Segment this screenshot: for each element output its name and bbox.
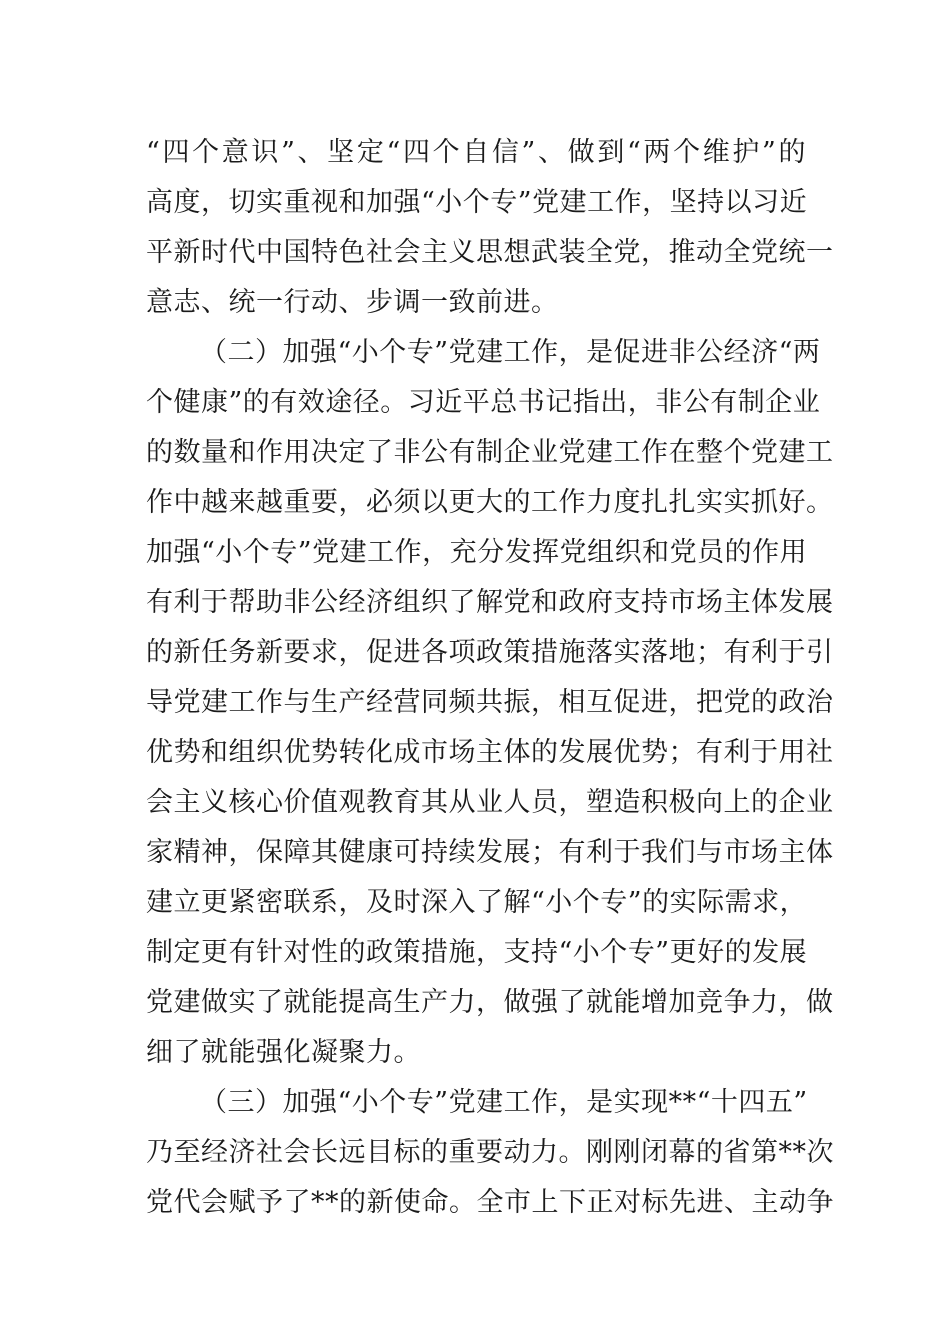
paragraph-2-line-4: 作中越来越重要，必须以更大的工作力度扎扎实实抓好。 [146, 487, 834, 518]
paragraph-2-line-11: 家精神，保障其健康可持续发展；有利于我们与市场主体 [146, 837, 834, 868]
paragraph-2-line-6: 有利于帮助非公经济组织了解党和政府支持市场主体发展 [146, 587, 834, 618]
paragraph-3-line-2: 乃至经济社会长远目标的重要动力。刚刚闭幕的省第**次 [146, 1137, 834, 1168]
paragraph-2-line-1: （二）加强“小个专”党建工作，是促进非公经济“两 [200, 337, 821, 368]
paragraph-2-line-15: 细了就能强化凝聚力。 [146, 1037, 421, 1068]
body-text [146, 128, 834, 1228]
paragraph-2-line-9: 优势和组织优势转化成市场主体的发展优势；有利于用社 [146, 737, 834, 768]
paragraph-1-line-3: 平新时代中国特色社会主义思想武装全党，推动全党统一 [146, 237, 834, 268]
paragraph-1-line-2: 高度，切实重视和加强“小个专”党建工作，坚持以习近 [146, 187, 808, 218]
paragraph-2-line-14: 党建做实了就能提高生产力，做强了就能增加竞争力，做 [146, 987, 834, 1018]
paragraph-2-line-13: 制定更有针对性的政策措施，支持“小个专”更好的发展 [146, 937, 808, 968]
paragraph-2-line-10: 会主义核心价值观教育其从业人员，塑造积极向上的企业 [146, 787, 834, 818]
paragraph-2-line-3: 的数量和作用决定了非公有制企业党建工作在整个党建工 [146, 437, 834, 468]
paragraph-1-line-4: 意志、统一行动、步调一致前进。 [146, 287, 559, 318]
paragraph-3-line-3: 党代会赋予了**的新使命。全市上下正对标先进、主动争 [146, 1187, 834, 1218]
paragraph-2-line-5: 加强“小个专”党建工作，充分发挥党组织和党员的作用 [146, 537, 808, 568]
paragraph-2-line-7: 的新任务新要求，促进各项政策措施落实落地；有利于引 [146, 637, 834, 668]
paragraph-2-line-12: 建立更紧密联系，及时深入了解“小个专”的实际需求， [146, 887, 808, 918]
paragraph-3-line-1: （三）加强“小个专”党建工作，是实现**“十四五” [200, 1087, 808, 1118]
paragraph-2-line-8: 导党建工作与生产经营同频共振，相互促进，把党的政治 [146, 687, 834, 718]
paragraph-1-line-1: “四个意识”、坚定“四个自信”、做到“两个维护”的 [146, 137, 806, 168]
paragraph-2-line-2: 个健康”的有效途径。习近平总书记指出，非公有制企业 [146, 387, 821, 418]
